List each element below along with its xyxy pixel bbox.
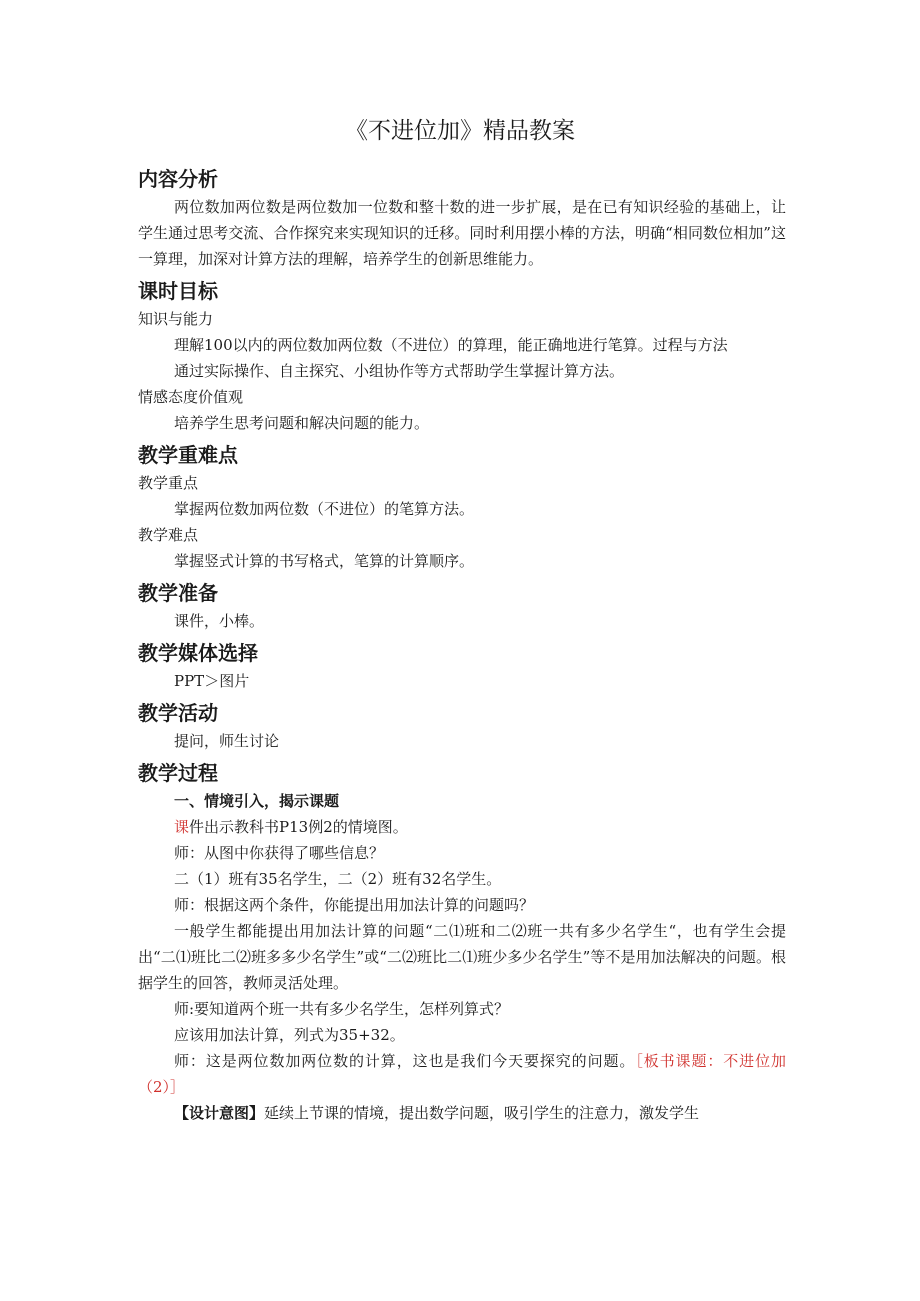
paragraph: 提问，师生讨论 xyxy=(174,732,280,750)
subheading-knowledge: 知识与能力 xyxy=(138,310,214,328)
paragraph: 课件，小棒。 xyxy=(174,612,265,630)
subheading-attitude: 情感态度价值观 xyxy=(138,388,244,406)
paragraph: 两位数加两位数是两位数加一位数和整十数的进一步扩展，是在已有知识经验的基础上，让学生通过思考交流、合作探究来实现知识的迁移。同时利用摆小棒的方法，明确“相同数位相加”这一算理，加深对计算方法的理解，培养学生的创新思维能力。 xyxy=(138,198,786,268)
step-heading: 一、情境引入，揭示课题 xyxy=(174,792,340,810)
paragraph: 二（1）班有35名学生，二（2）班有32名学生。 xyxy=(174,870,502,888)
heading-process: 教学过程 xyxy=(138,761,218,785)
paragraph xyxy=(138,814,786,840)
paragraph: 理解100以内的两位数加两位数（不进位）的算理，能正确地进行笔算。过程与方法 xyxy=(174,336,728,354)
subheading-focus: 教学重点 xyxy=(138,474,199,492)
paragraph: 应该用加法计算，列式为35+32。 xyxy=(174,1026,405,1044)
paragraph: 培养学生思考问题和解决问题的能力。 xyxy=(174,414,430,432)
paragraph: 师：从图中你获得了哪些信息？ xyxy=(174,844,385,862)
paragraph: 师：根据这两个条件，你能提出用加法计算的问题吗？ xyxy=(174,896,535,914)
paragraph: 师:要知道两个班一共有多少名学生，怎样列算式？ xyxy=(174,1000,510,1018)
paragraph: 通过实际操作、自主探究、小组协作等方式帮助学生掌握计算方法。 xyxy=(174,362,625,380)
paragraph xyxy=(138,1048,786,1100)
paragraph xyxy=(138,1100,786,1126)
paragraph: 一般学生都能提出用加法计算的问题“二⑴班和二⑵班一共有多少名学生“，也有学生会提出“二⑴班比二⑵班多多少名学生”或“二⑵班比二⑴班少多少名学生”等不是用加法解决的问题。根据学生的回答，教师灵活处理。 xyxy=(138,922,786,992)
subheading-difficulty: 教学难点 xyxy=(138,526,199,544)
document-title: 《不进位加》精品教案 xyxy=(345,118,575,144)
paragraph: 掌握竖式计算的书写格式，笔算的计算顺序。 xyxy=(174,552,475,570)
document-body xyxy=(138,160,786,1126)
text-span: 延续上节课的情境，提出数学问题，吸引学生的注意力，激发学生 xyxy=(264,1104,700,1122)
design-intent-label: 【设计意图】 xyxy=(174,1104,265,1122)
text-span: 师：这是两位数加两位数的计算，这也是我们今天要探究的问题。 xyxy=(174,1052,636,1070)
paragraph: 掌握两位数加两位数（不进位）的笔算方法。 xyxy=(174,500,475,518)
red-char: 课 xyxy=(174,818,190,836)
heading-objectives: 课时目标 xyxy=(138,279,218,303)
heading-activity: 教学活动 xyxy=(138,701,218,725)
heading-media: 教学媒体选择 xyxy=(138,641,258,665)
heading-content-analysis: 内容分析 xyxy=(138,167,218,191)
heading-preparation: 教学准备 xyxy=(138,581,218,605)
board-title-note: ［板书课题：不进位加（2）］ xyxy=(138,1052,786,1096)
paragraph: PPT＞图片 xyxy=(174,672,250,690)
heading-key-points: 教学重难点 xyxy=(138,443,238,467)
text-span: 件出示教科书P13例2的情境图。 xyxy=(189,818,408,836)
